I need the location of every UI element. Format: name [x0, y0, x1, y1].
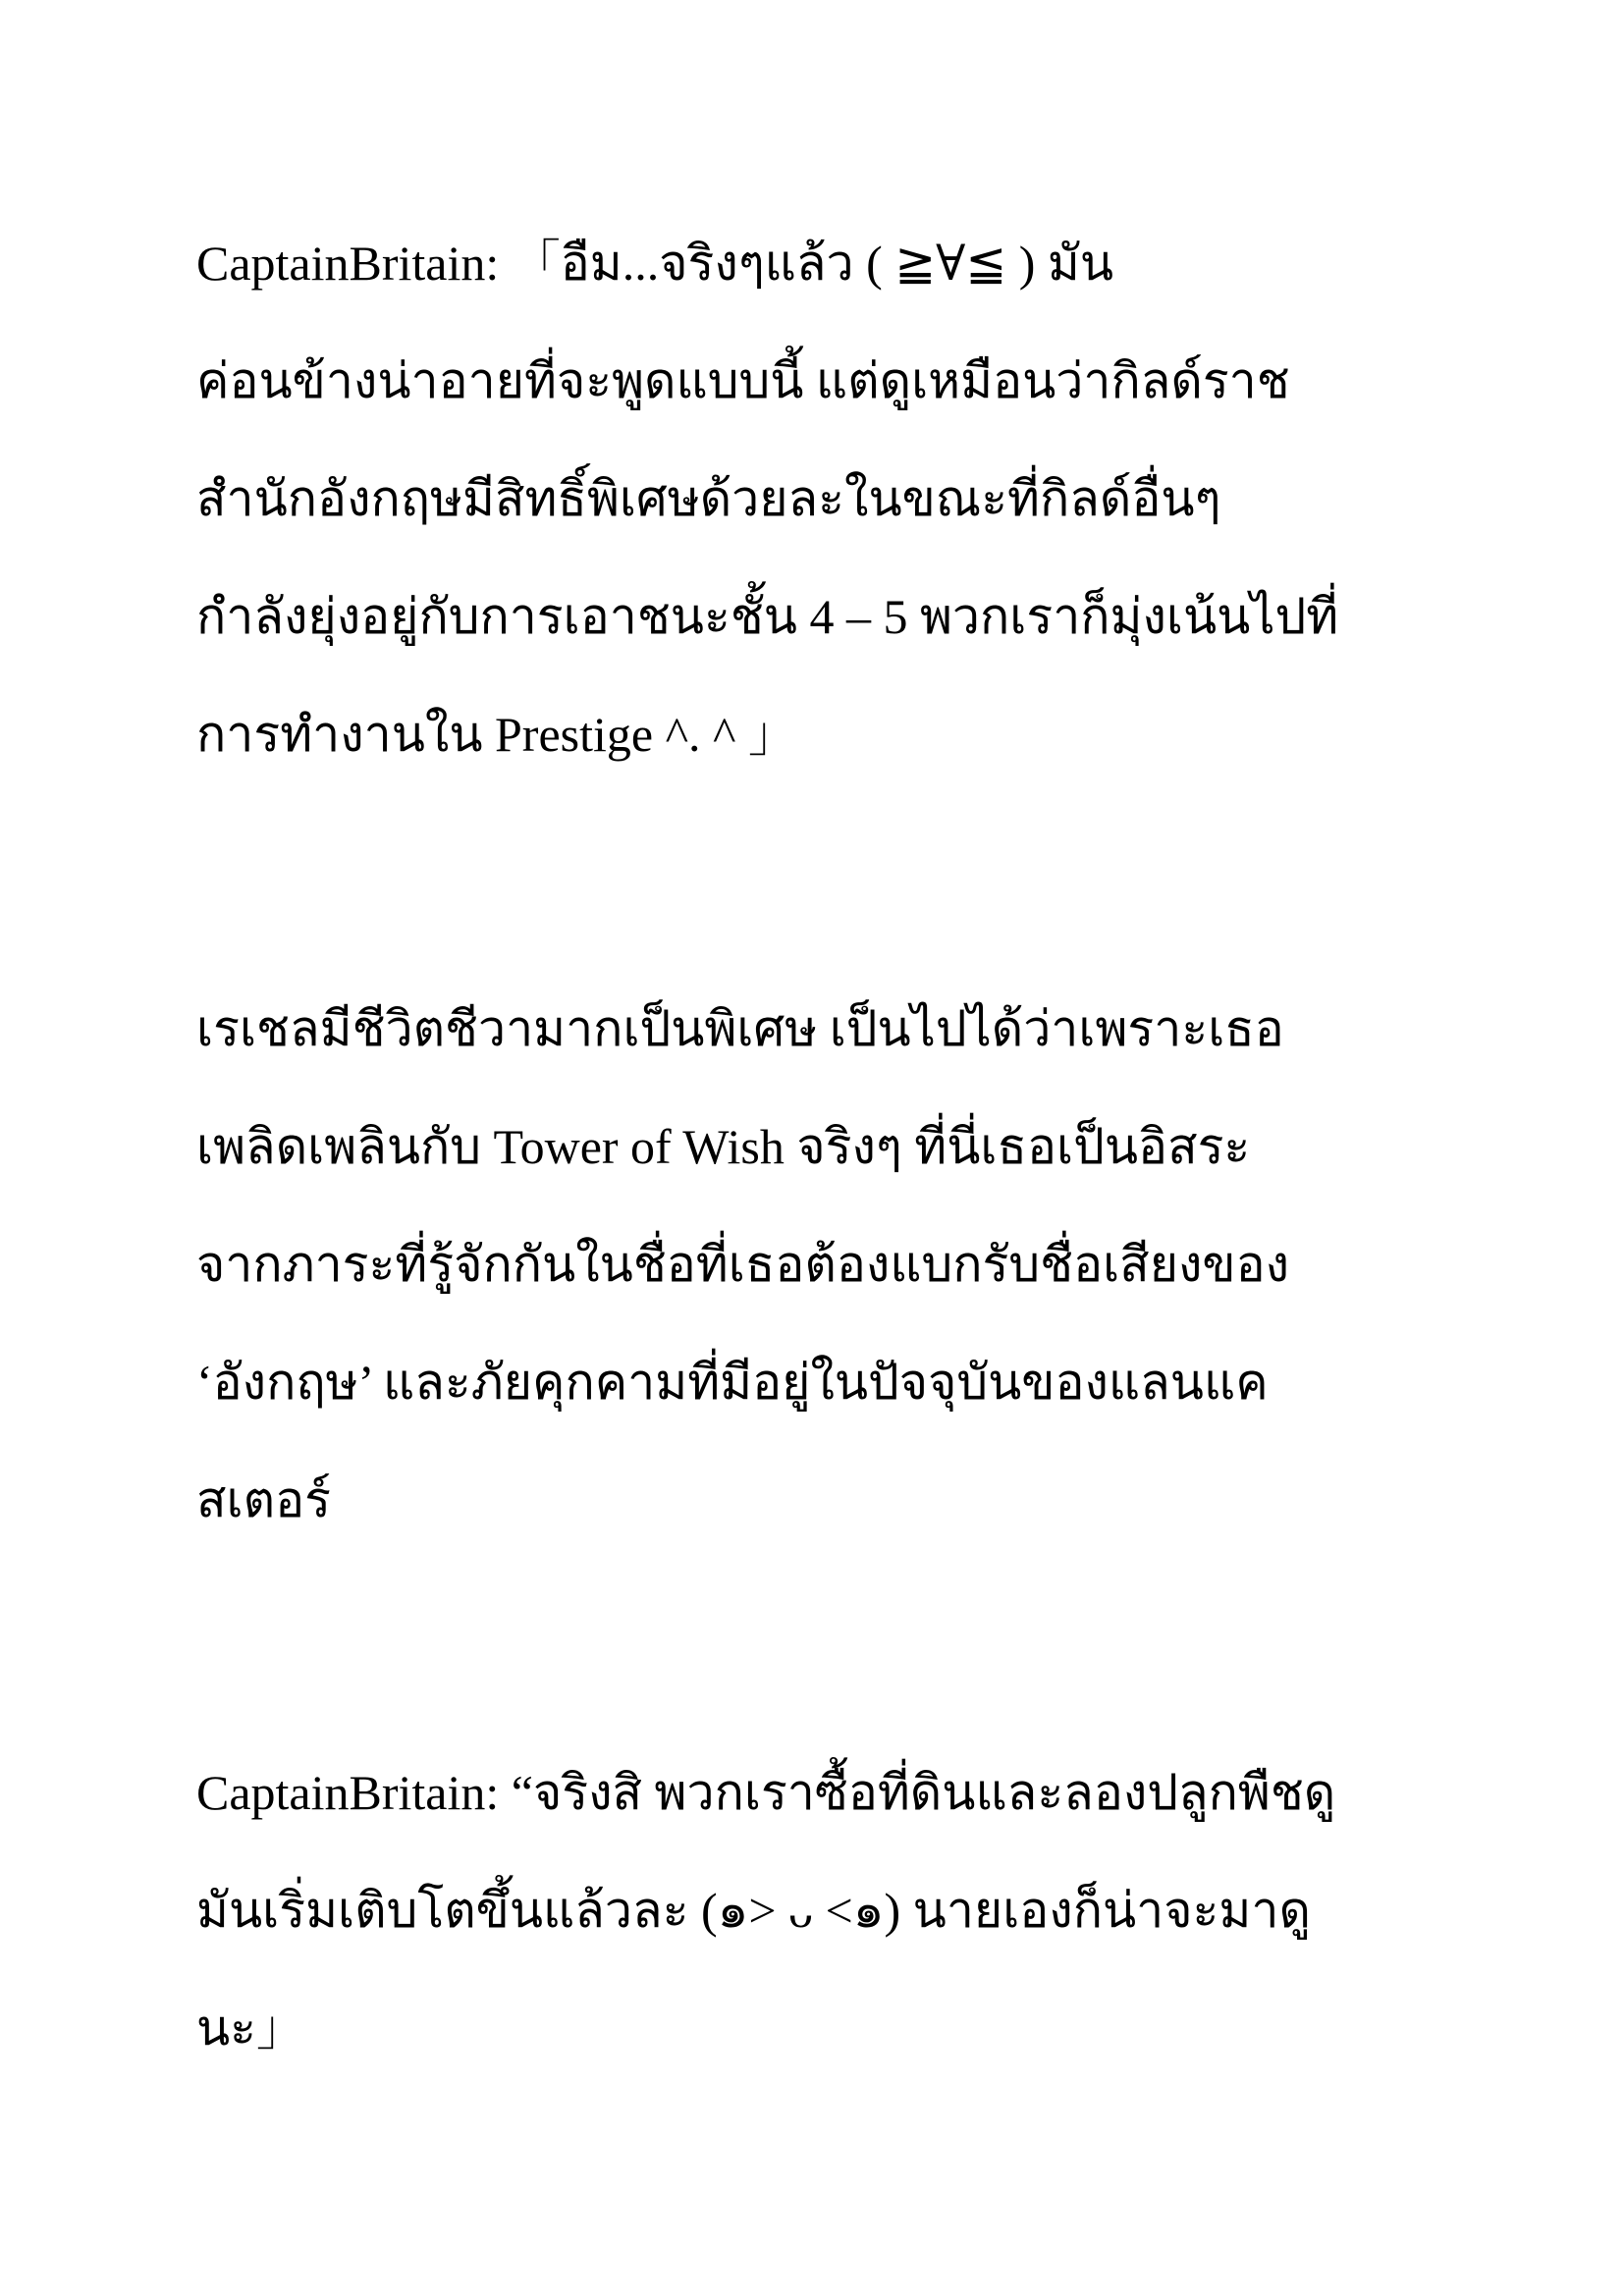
text-line: มันเริ่มเติบโตขึ้นแล้วละ (๑> ᴗ <๑) นายเองก็น่าจะมาดู [196, 1883, 1311, 1938]
text-line: นะ」 [196, 2001, 306, 2056]
text-line: สำนักอังกฤษมีสิทธิ์พิเศษด้วยละในขณะที่กิลด์อื่นๆ [196, 471, 1221, 526]
text-line: การทำงานใน Prestige ^. ^ 」 [196, 707, 798, 762]
text-line: จากภาระที่รู้จักกันในชื่อที่เธอต้องแบกรับชื่อเสียงของ [196, 1237, 1290, 1292]
text-line: ค่อนข้างน่าอายที่จะพูดแบบนี้ แต่ดูเหมือนว่ากิลด์ราช [196, 353, 1290, 408]
text-line: ‘อังกฤษ’ และภัยคุกคามที่มีอยู่ในปัจจุบันของแลนแค [196, 1355, 1269, 1410]
text-line: กำลังยุ่งอยู่กับการเอาชนะชั้น 4 – 5 พวกเราก็มุ่งเน้นไปที่ [196, 589, 1339, 644]
text-line: CaptainBritain: “จริงสิ พวกเราซื้อที่ดินและลองปลูกพืชดู [196, 1765, 1336, 1820]
text-line: CaptainBritain: 「อืม...จริงๆแล้ว ( ≧∀≦ ) มัน [196, 236, 1114, 291]
text-line: เรเชลมีชีวิตชีวามากเป็นพิเศษ เป็นไปได้ว่าเพราะเธอ [196, 1001, 1284, 1056]
text-line: สเตอร์ [196, 1472, 331, 1527]
text-line: เพลิดเพลินกับ Tower of Wish จริงๆ ที่นี่เธอเป็นอิสระ [196, 1119, 1251, 1174]
